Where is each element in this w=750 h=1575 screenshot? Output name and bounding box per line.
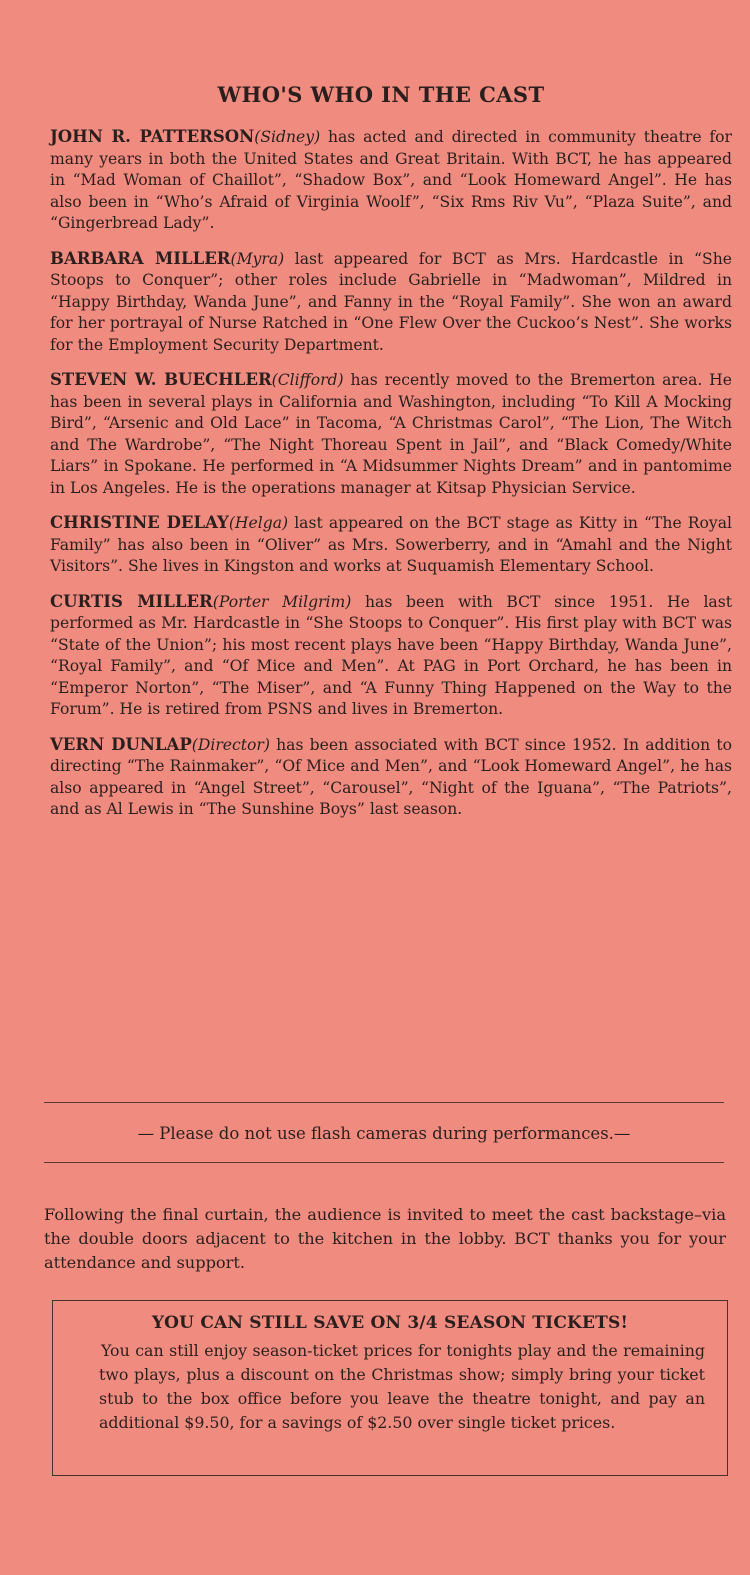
cast-description: has recently moved to the Bremerton area. He has been in several plays in California and Washington, including “To Kill A Mocking Bird”, “Arsenic and Old Lace” in Tacoma, “A Christmas Carol”, “The Lion, The Witch and The Wardrobe”, “The Night Thoreau Spent in Jail”, and “Black Comedy/White Liars” in Spokane. He performed in “A Midsummer Nights Dream” and in pantomime in Los Angeles. He is the operations manager at Kitsap Physician Service. — [50, 371, 732, 497]
cast-name: JOHN R. PATTERSON — [50, 127, 255, 146]
cast-name: CURTIS MILLER — [50, 591, 213, 611]
season-ticket-title: YOU CAN STILL SAVE ON 3/4 SEASON TICKETS! — [151, 1313, 629, 1333]
season-ticket-box — [52, 1300, 728, 1476]
cast-bio — [50, 126, 732, 235]
page-title: WHO'S WHO IN THE CAST — [217, 82, 545, 107]
cast-bio — [50, 591, 732, 721]
flash-camera-notice: — Please do not use flash cameras during performances.— — [137, 1124, 631, 1143]
cast-role: (Myra) — [230, 249, 285, 268]
divider-top — [44, 1102, 724, 1103]
cast-description: has been with BCT since 1951. He last performed as Mr. Hardcastle in “She Stoops to Conquer”. His first play with BCT was “State of the Union”; his most recent plays have been “Happy Birthday, Wanda June”, “Royal Family”, and “Of Mice and Men”. At PAG in Port Orchard, he has been in “Emperor Norton”, “The Miser”, and “A Funny Thing Happened on the Way to the Forum”. He is retired from PSNS and lives in Bremerton. — [50, 592, 732, 718]
season-ticket-text: You can still enjoy season-ticket prices for tonights play and the remaining two plays, plus a discount on the Christmas show; simply bring your ticket stub to the box office before you leave the theatre tonight, and pay an additional $9.50, for a savings of $2.50 over single ticket prices. — [99, 1341, 705, 1432]
cast-bio — [50, 734, 732, 821]
cast-bio — [50, 369, 732, 499]
cast-description: has acted and directed in community theatre for many years in both the United States and Great Britain. With BCT, he has appeared in “Mad Woman of Chaillot”, “Shadow Box”, and “Look Homeward Angel”. He has also been in “Who’s Afraid of Virginia Woolf”, “Six Rms Riv Vu”, “Plaza Suite”, and “Gingerbread Lady”. — [50, 128, 732, 232]
cast-name: VERN DUNLAP — [50, 734, 192, 754]
cast-description: last appeared on the BCT stage as Kitty in “The Royal Family” has also been in “Oliver” as Mrs. Sowerberry, and in “Amahl and the Night Visitors”. She lives in Kingston and works at Suquamish Elementary School. — [50, 514, 733, 575]
cast-name: STEVEN W. BUECHLER — [50, 370, 272, 389]
cast-description: has been associated with BCT since 1952. In addition to directing “The Rainmaker”, “Of Mice and Men”, and “Look Homeward Angel”, he has also appeared in “Angel Street”, “Carousel”, “Night of the Iguana”, “The Patriots”, and as Al Lewis in “The Sunshine Boys” last season. — [50, 735, 732, 818]
cast-name: BARBARA MILLER — [50, 248, 231, 268]
closing-paragraph: Following the final curtain, the audience is invited to meet the cast backstage–via the double doors adjacent to the kitchen in the lobby. BCT thanks you for your attendance and support. — [44, 1205, 726, 1273]
cast-bio — [50, 248, 732, 357]
cast-list — [50, 126, 732, 821]
cast-name: CHRISTINE DELAY — [50, 513, 229, 532]
cast-description: last appeared for BCT as Mrs. Hardcastle in “She Stoops to Conquer”; other roles include Gabrielle in “Madwoman”, Mildred in “Happy Birthday, Wanda June”, and Fanny in the “Royal Family”. She won an award for her portrayal of Nurse Ratched in “One Flew Over the Cuckoo’s Nest”. She works for the Employment Security Department. — [50, 249, 732, 354]
cast-role: (Clifford) — [271, 371, 344, 389]
cast-bio — [50, 512, 732, 578]
cast-role: (Sidney) — [254, 128, 321, 146]
cast-role: (Porter Milgrim) — [212, 592, 352, 611]
cast-role: (Director) — [191, 735, 270, 754]
cast-role: (Helga) — [228, 514, 289, 532]
divider-bottom — [44, 1162, 724, 1163]
